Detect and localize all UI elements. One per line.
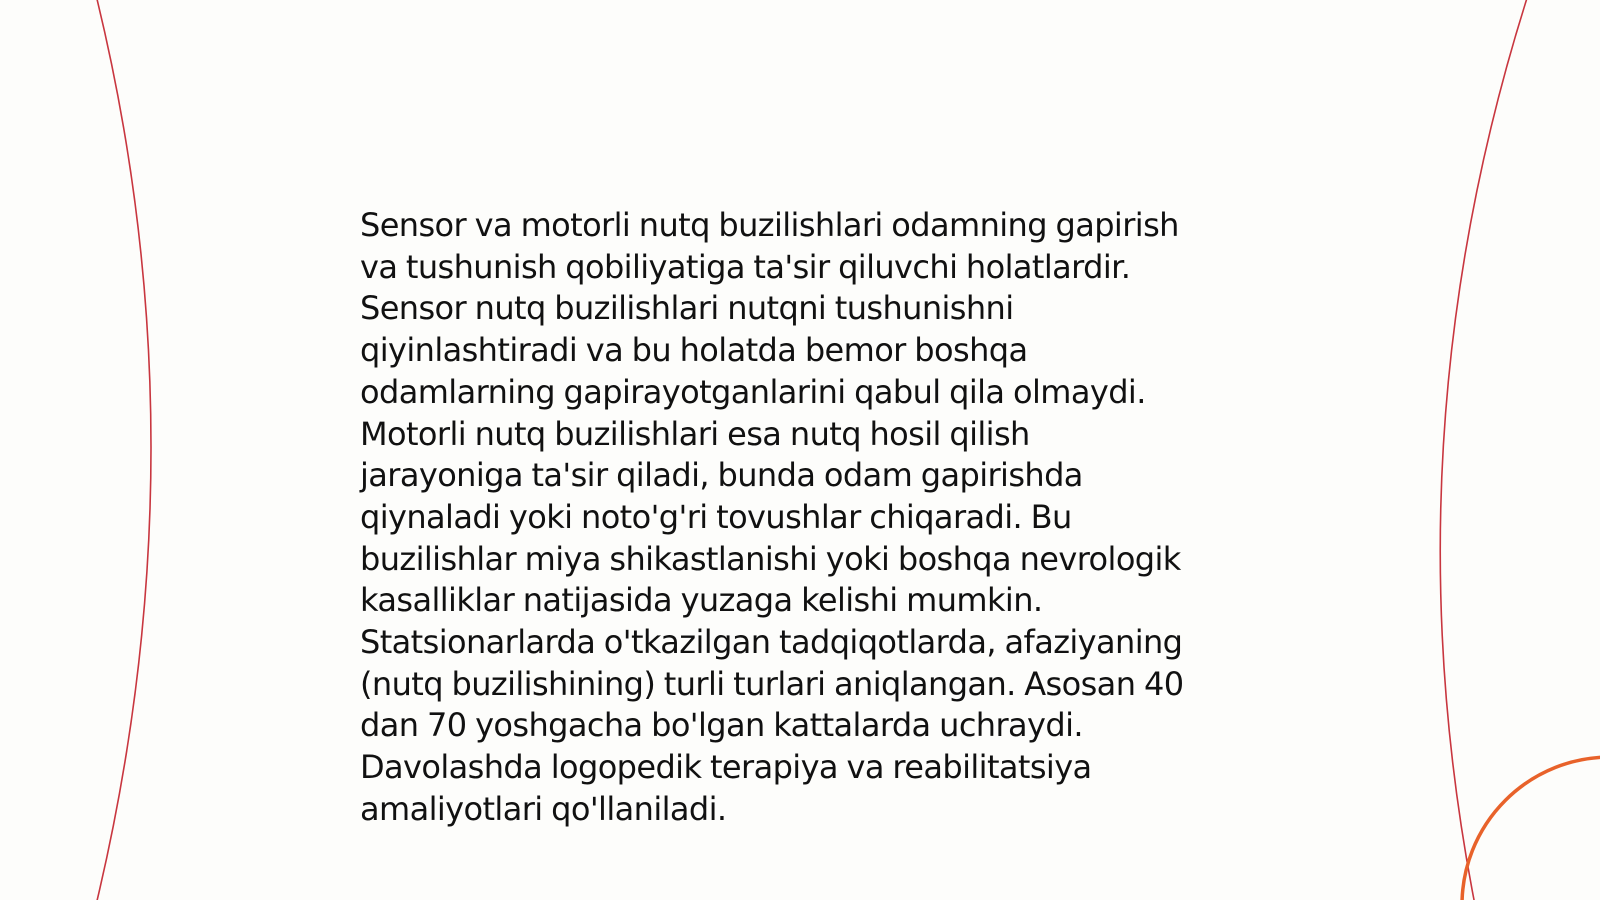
right-curve-line: [1440, 0, 1528, 900]
text-line: Statsionarlarda o'tkazilgan tadqiqotlarda, afaziyaning: [360, 623, 1183, 662]
text-line: amaliyotlari qo'llaniladi.: [360, 789, 727, 828]
left-curve-line: [96, 0, 151, 900]
text-line: Sensor va motorli nutq buzilishlari odamning gapirish: [360, 206, 1179, 244]
text-line: kasalliklar natijasida yuzaga kelishi mumkin.: [360, 581, 1043, 620]
orange-arc: [1462, 757, 1600, 900]
text-line: (nutq buzilishining) turli turlari aniqlangan. Asosan 40: [360, 664, 1184, 703]
text-line: buzilishlar miya shikastlanishi yoki boshqa nevrologik: [360, 539, 1181, 578]
text-line: Motorli nutq buzilishlari esa nutq hosil qilish: [360, 414, 1030, 453]
text-line: odamlarning gapirayotganlarini qabul qila olmaydi.: [360, 372, 1146, 411]
text-line: va tushunish qobiliyatiga ta'sir qiluvchi holatlardir.: [360, 247, 1131, 286]
text-line: Sensor nutq buzilishlari nutqni tushunishni: [360, 289, 1014, 328]
text-line: qiynaladi yoki noto'g'ri tovushlar chiqaradi. Bu: [360, 497, 1072, 536]
text-line: Davolashda logopedik terapiya va reabilitatsiya: [360, 748, 1092, 787]
text-line: qiyinlashtiradi va bu holatda bemor boshqa: [360, 331, 1028, 370]
text-line: dan 70 yoshgacha bo'lgan kattalarda uchraydi.: [360, 706, 1083, 745]
text-line: jarayoniga ta'sir qiladi, bunda odam gapirishda: [360, 456, 1083, 495]
slide-body-text: [360, 205, 1260, 831]
